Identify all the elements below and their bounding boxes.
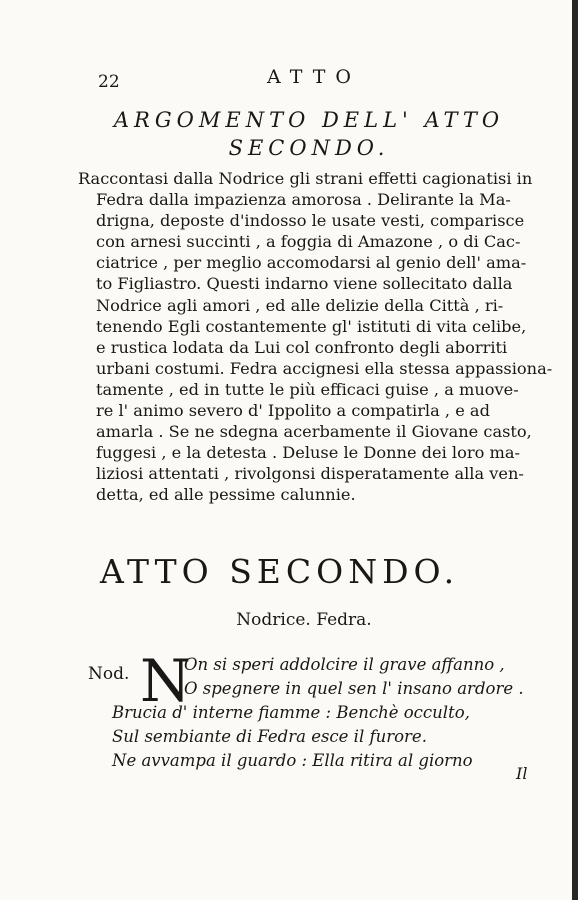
verse-line: O spegnere in quel sen l' insano ardore . [184, 679, 524, 698]
argument-line: ciatrice , per meglio accomodarsi al genio dell' ama- [96, 253, 527, 273]
argument-line: Raccontasi dalla Nodrice gli strani effetti cagionatisi in [78, 169, 533, 188]
page-binding-edge [572, 0, 578, 900]
verse-line: On si speri addolcire il grave affanno , [184, 655, 505, 674]
running-title: ATTO [267, 66, 361, 88]
verse-line: Sul sembiante di Fedra esce il furore. [112, 727, 427, 746]
argument-line: liziosi attentati , rivolgonsi disperatamente alla ven- [96, 464, 524, 484]
argument-text [78, 168, 552, 506]
drop-cap: N [140, 647, 191, 715]
characters-line: Nodrice. Fedra. [236, 610, 372, 630]
argument-title-line-2: SECONDO. [228, 136, 390, 160]
argument-line: drigna, deposte d'indosso le usate vesti, comparisce [96, 211, 525, 231]
argument-line: amarla . Se ne sdegna acerbamente il Giovane casto, [96, 422, 532, 442]
argument-line: detta, ed alle pessime calunnie. [96, 485, 356, 505]
catchword: Il [516, 764, 528, 783]
argument-line: e rustica lodata da Lui col confronto degli aborriti [96, 337, 508, 357]
argument-line: fuggesi , e la detesta . Deluse le Donne dei loro ma- [96, 443, 520, 463]
argument-line: tenendo Egli costantemente gl' istituti di vita celibe, [96, 316, 527, 336]
act-title: ATTO SECONDO. [100, 552, 460, 591]
argument-line: tamente , ed in tutte le più efficaci guise , a muove- [96, 379, 519, 399]
argument-line: re l' animo severo d' Ippolito a compatirla , e ad [96, 401, 490, 421]
verse-line: Brucia d' interne fiamme : Benchè occulto, [112, 703, 470, 722]
argument-line: Nodrice agli amori , ed alle delizie della Città , ri- [96, 295, 504, 315]
page-number: 22 [98, 72, 120, 92]
verse-line: Ne avvampa il guardo : Ella ritira al giorno [112, 751, 473, 770]
argument-line: urbani costumi. Fedra accignesi ella stessa appassiona- [96, 358, 553, 378]
argument-line: con arnesi succinti , a foggia di Amazone , o di Cac- [96, 232, 521, 252]
speaker-label: Nod. [88, 664, 130, 684]
argument-line: to Figliastro. Questi indarno viene sollecitato dalla [96, 274, 513, 294]
argument-title-line-1: ARGOMENTO DELL' ATTO [113, 108, 505, 132]
argument-line: Fedra dalla impazienza amorosa . Delirante la Ma- [96, 190, 511, 210]
